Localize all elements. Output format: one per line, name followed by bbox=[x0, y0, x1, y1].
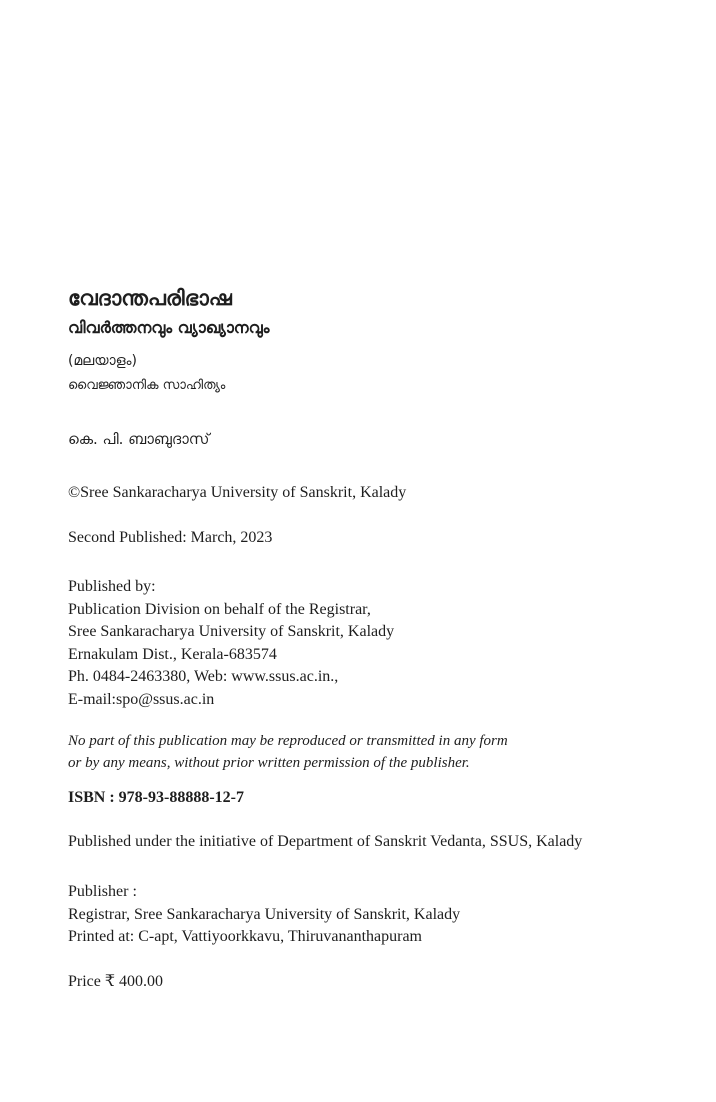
printed-at: Printed at: C-apt, Vattiyoorkkavu, Thiruvananthapuram bbox=[68, 928, 422, 945]
book-genre: വൈജ്ഞാനിക സാഹിത്യം bbox=[68, 378, 226, 393]
published-by-heading: Published by: bbox=[68, 578, 156, 595]
price: Price ₹ 400.00 bbox=[68, 973, 164, 990]
rights-notice-line: or by any means, without prior written permission of the publisher. bbox=[68, 755, 470, 771]
book-subtitle: വിവർത്തനവും വ്യാഖ്യാനവും bbox=[68, 318, 270, 337]
published-by-line: Ph. 0484-2463380, Web: www.ssus.ac.in., bbox=[68, 668, 339, 685]
copyright-line: ©Sree Sankaracharya University of Sanskrit, Kalady bbox=[68, 484, 407, 501]
publisher-registrar: Registrar, Sree Sankaracharya University of Sanskrit, Kalady bbox=[68, 905, 461, 923]
isbn: ISBN : 978-93-88888-12-7 bbox=[68, 789, 244, 806]
publisher-block bbox=[68, 881, 688, 949]
book-title: വേദാന്തപരിഭാഷ bbox=[68, 286, 232, 310]
publisher-heading: Publisher : bbox=[68, 883, 137, 900]
published-by-line: Ernakulam Dist., Kerala-683574 bbox=[68, 645, 277, 663]
initiative-line: Published under the initiative of Department of Sanskrit Vedanta, SSUS, Kalady bbox=[68, 833, 583, 850]
edition-line: Second Published: March, 2023 bbox=[68, 529, 273, 546]
rights-notice-line: No part of this publication may be reproduced or transmitted in any form bbox=[68, 733, 508, 749]
book-author: കെ. പി. ബാബുദാസ് bbox=[68, 430, 210, 448]
published-by-line: E-mail:spo@ssus.ac.in bbox=[68, 690, 215, 708]
published-by-line: Publication Division on behalf of the Registrar, bbox=[68, 600, 371, 618]
book-language: (മലയാളം) bbox=[68, 353, 137, 369]
published-by-line: Sree Sankaracharya University of Sanskrit, Kalady bbox=[68, 623, 395, 640]
published-by-block bbox=[68, 576, 688, 711]
rights-notice bbox=[68, 730, 688, 774]
